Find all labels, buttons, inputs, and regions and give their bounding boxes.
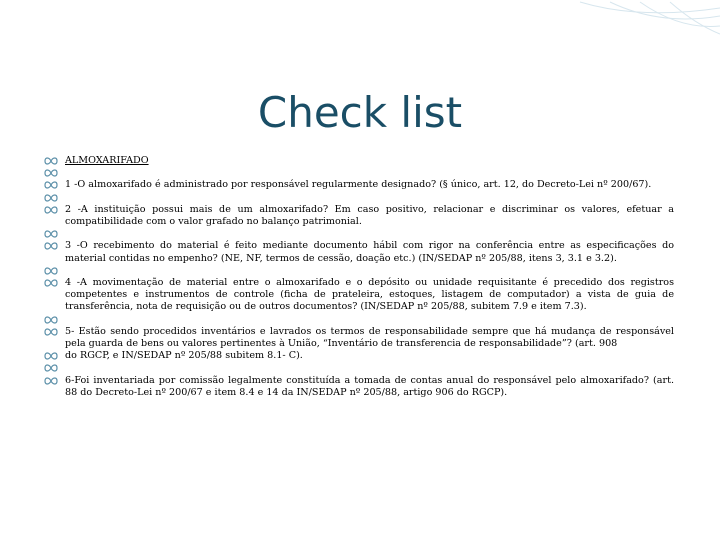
list-item bbox=[44, 350, 674, 362]
infinity-bullet-icon bbox=[44, 179, 58, 191]
infinity-bullet-icon bbox=[44, 167, 58, 179]
list-item-text: 4 -A movimentação de material entre o almoxarifado e o depósito ou unidade requisitante é precedido dos registros competentes e instrumentos de controle (ficha de prateleira, estoques, listagem de computador) a vista de guia de transferência, nota de requisição ou de outros documentos? (IN/SEDAP nº 205/88, subitem 7.9 e item 7.3). bbox=[65, 276, 674, 313]
infinity-bullet-icon bbox=[44, 204, 58, 216]
list-item-text: do RGCP, e IN/SEDAP nº 205/88 subitem 8.1- C). bbox=[65, 350, 303, 362]
infinity-bullet-icon bbox=[44, 228, 58, 240]
checklist bbox=[44, 155, 674, 399]
list-item bbox=[44, 375, 674, 399]
infinity-bullet-icon bbox=[44, 265, 58, 277]
infinity-bullet-icon bbox=[44, 155, 58, 167]
list-item bbox=[44, 155, 674, 167]
infinity-bullet-icon bbox=[44, 326, 58, 338]
corner-wave-decoration bbox=[520, 0, 720, 40]
list-item bbox=[44, 277, 674, 314]
list-item-text: 6-Foi inventariada por comissão legalmente constituída a tomada de contas anual do responsável pelo almoxarifado? (art. 88 do Decreto-Lei nº 200/67 e item 8.4 e 14 da IN/SEDAP nº 205/88, artigo 906 do RGCP). bbox=[65, 374, 674, 398]
list-item-text: 1 -O almoxarifado é administrado por responsável regularmente designado? (§ único, art. 12, do Decreto-Lei nº 200/67). bbox=[65, 179, 652, 191]
infinity-bullet-icon bbox=[44, 277, 58, 289]
list-item bbox=[44, 265, 674, 277]
infinity-bullet-icon bbox=[44, 240, 58, 252]
list-item-text: 5- Estão sendo procedidos inventários e lavrados os termos de responsabilidade sempre que há mudança de responsável pela guarda de bens ou valores pertinentes à União, “Inventário de transferencia de responsabilidade”? (art. 908 bbox=[65, 325, 674, 349]
infinity-bullet-icon bbox=[44, 375, 58, 387]
list-item bbox=[44, 179, 674, 191]
infinity-bullet-icon bbox=[44, 350, 58, 362]
list-item bbox=[44, 228, 674, 240]
list-item bbox=[44, 240, 674, 264]
infinity-bullet-icon bbox=[44, 362, 58, 374]
list-item bbox=[44, 167, 674, 179]
list-item bbox=[44, 326, 674, 350]
list-item bbox=[44, 314, 674, 326]
infinity-bullet-icon bbox=[44, 192, 58, 204]
page-title: Check list bbox=[257, 88, 463, 137]
list-item bbox=[44, 204, 674, 228]
list-item bbox=[44, 192, 674, 204]
list-item bbox=[44, 362, 674, 374]
list-item-text: 2 -A instituição possui mais de um almoxarifado? Em caso positivo, relacionar e discriminar os valores, efetuar a compatibilidade com o valor grafado no balanço patrimonial. bbox=[65, 203, 674, 227]
list-item-text: 3 -O recebimento do material é feito mediante documento hábil com rigor na conferência entre as especificações do material contidas no empenho? (NE, NF, termos de cessão, doação etc.) (IN/SEDAP nº 205/88, itens 3, 3.1 e 3.2). bbox=[65, 240, 674, 264]
list-item-text: ALMOXARIFADO bbox=[65, 155, 149, 166]
infinity-bullet-icon bbox=[44, 314, 58, 326]
